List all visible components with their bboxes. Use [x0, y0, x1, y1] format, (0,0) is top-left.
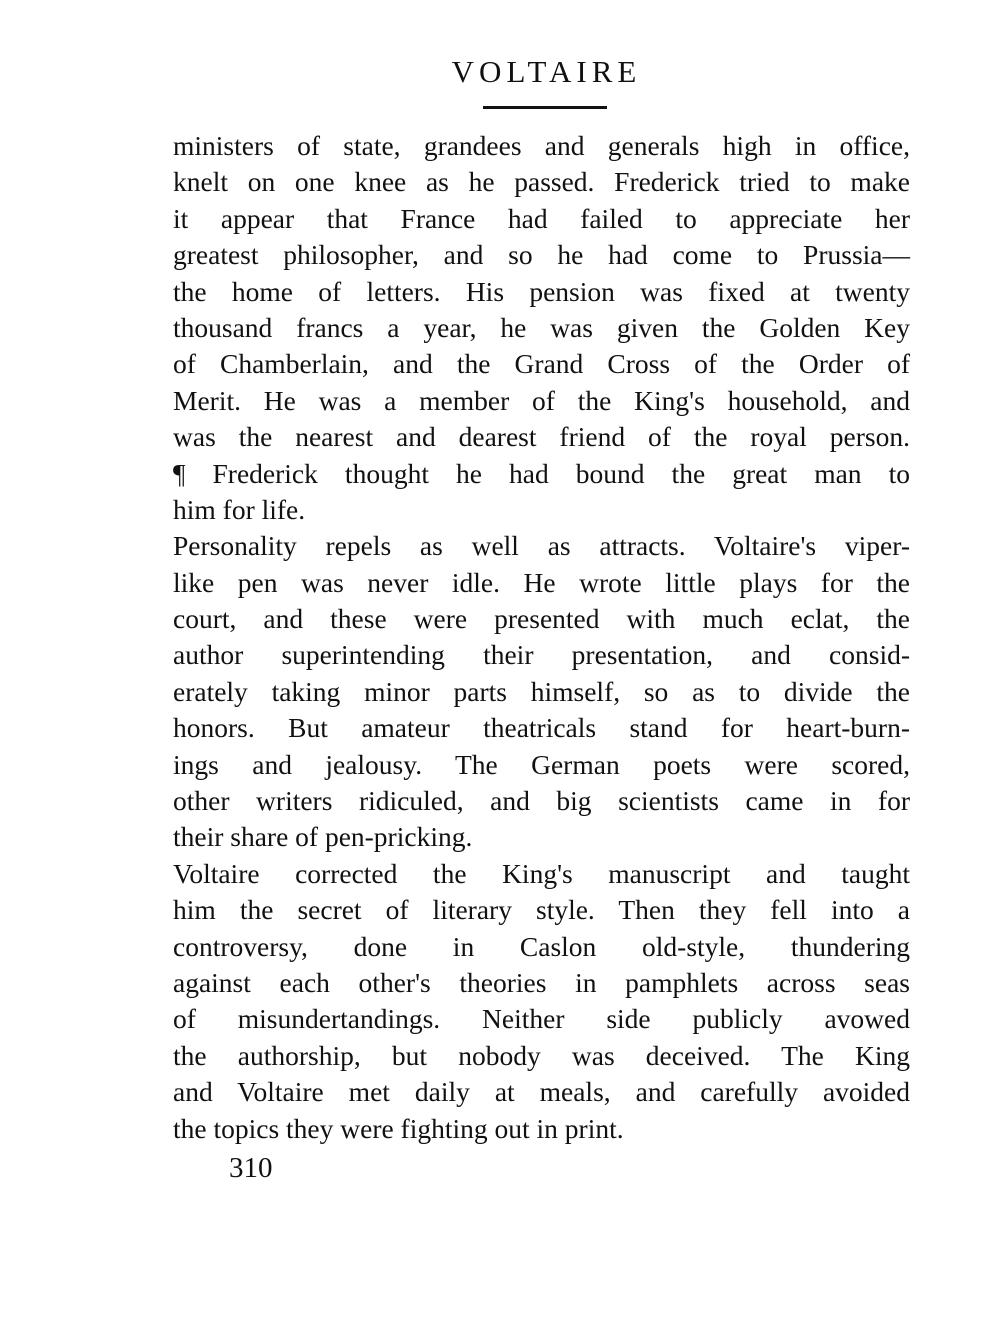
text-line: Voltaire corrected the King's manuscript and taught [173, 857, 910, 889]
text-line: it appear that France had failed to appreciate her [173, 202, 910, 234]
text-line: him the secret of literary style. Then they fell into a [173, 894, 910, 926]
text-line: ¶ Frederick thought he had bound the great man to [173, 457, 910, 489]
body-text [173, 128, 910, 1147]
text-line: was the nearest and dearest friend of the royal person. [173, 421, 910, 453]
text-line: court, and these were presented with much eclat, the [173, 603, 910, 635]
text-line: honors. But amateur theatricals stand for heart-burn- [173, 712, 910, 744]
text-line: of misundertandings. Neither side publicly avowed [173, 1003, 910, 1035]
header-rule [483, 106, 607, 109]
text-line: ministers of state, grandees and generals high in office, [173, 130, 910, 161]
text-line: thousand francs a year, he was given the Golden Key [173, 311, 910, 343]
text-line: like pen was never idle. He wrote little plays for the [173, 566, 910, 598]
text-line: other writers ridiculed, and big scientists came in for [173, 785, 910, 817]
text-line: the authorship, but nobody was deceived. The King [173, 1039, 910, 1071]
text-line: greatest philosopher, and so he had come to Prussia— [173, 239, 910, 271]
text-line: their share of pen-pricking. [173, 821, 473, 853]
text-line: controversy, done in Caslon old-style, thundering [173, 930, 910, 962]
running-head: VOLTAIRE [451, 54, 642, 89]
text-line: of Chamberlain, and the Grand Cross of the Order of [173, 348, 910, 380]
text-line: against each other's theories in pamphlets across seas [173, 966, 910, 998]
text-line: the topics they were fighting out in print. [173, 1112, 624, 1144]
text-line: ings and jealousy. The German poets were scored, [173, 748, 910, 780]
text-line: him for life. [173, 493, 306, 525]
page-number: 310 [229, 1152, 273, 1184]
text-line: author superintending their presentation, and consid- [173, 639, 910, 671]
text-line: and Voltaire met daily at meals, and carefully avoided [173, 1076, 910, 1108]
text-line: Merit. He was a member of the King's household, and [173, 384, 910, 416]
text-line: knelt on one knee as he passed. Frederick tried to make [173, 166, 910, 198]
text-line: erately taking minor parts himself, so as to divide the [173, 675, 910, 707]
text-line: Personality repels as well as attracts. Voltaire's viper- [173, 530, 910, 562]
text-line: the home of letters. His pension was fixed at twenty [173, 275, 910, 307]
